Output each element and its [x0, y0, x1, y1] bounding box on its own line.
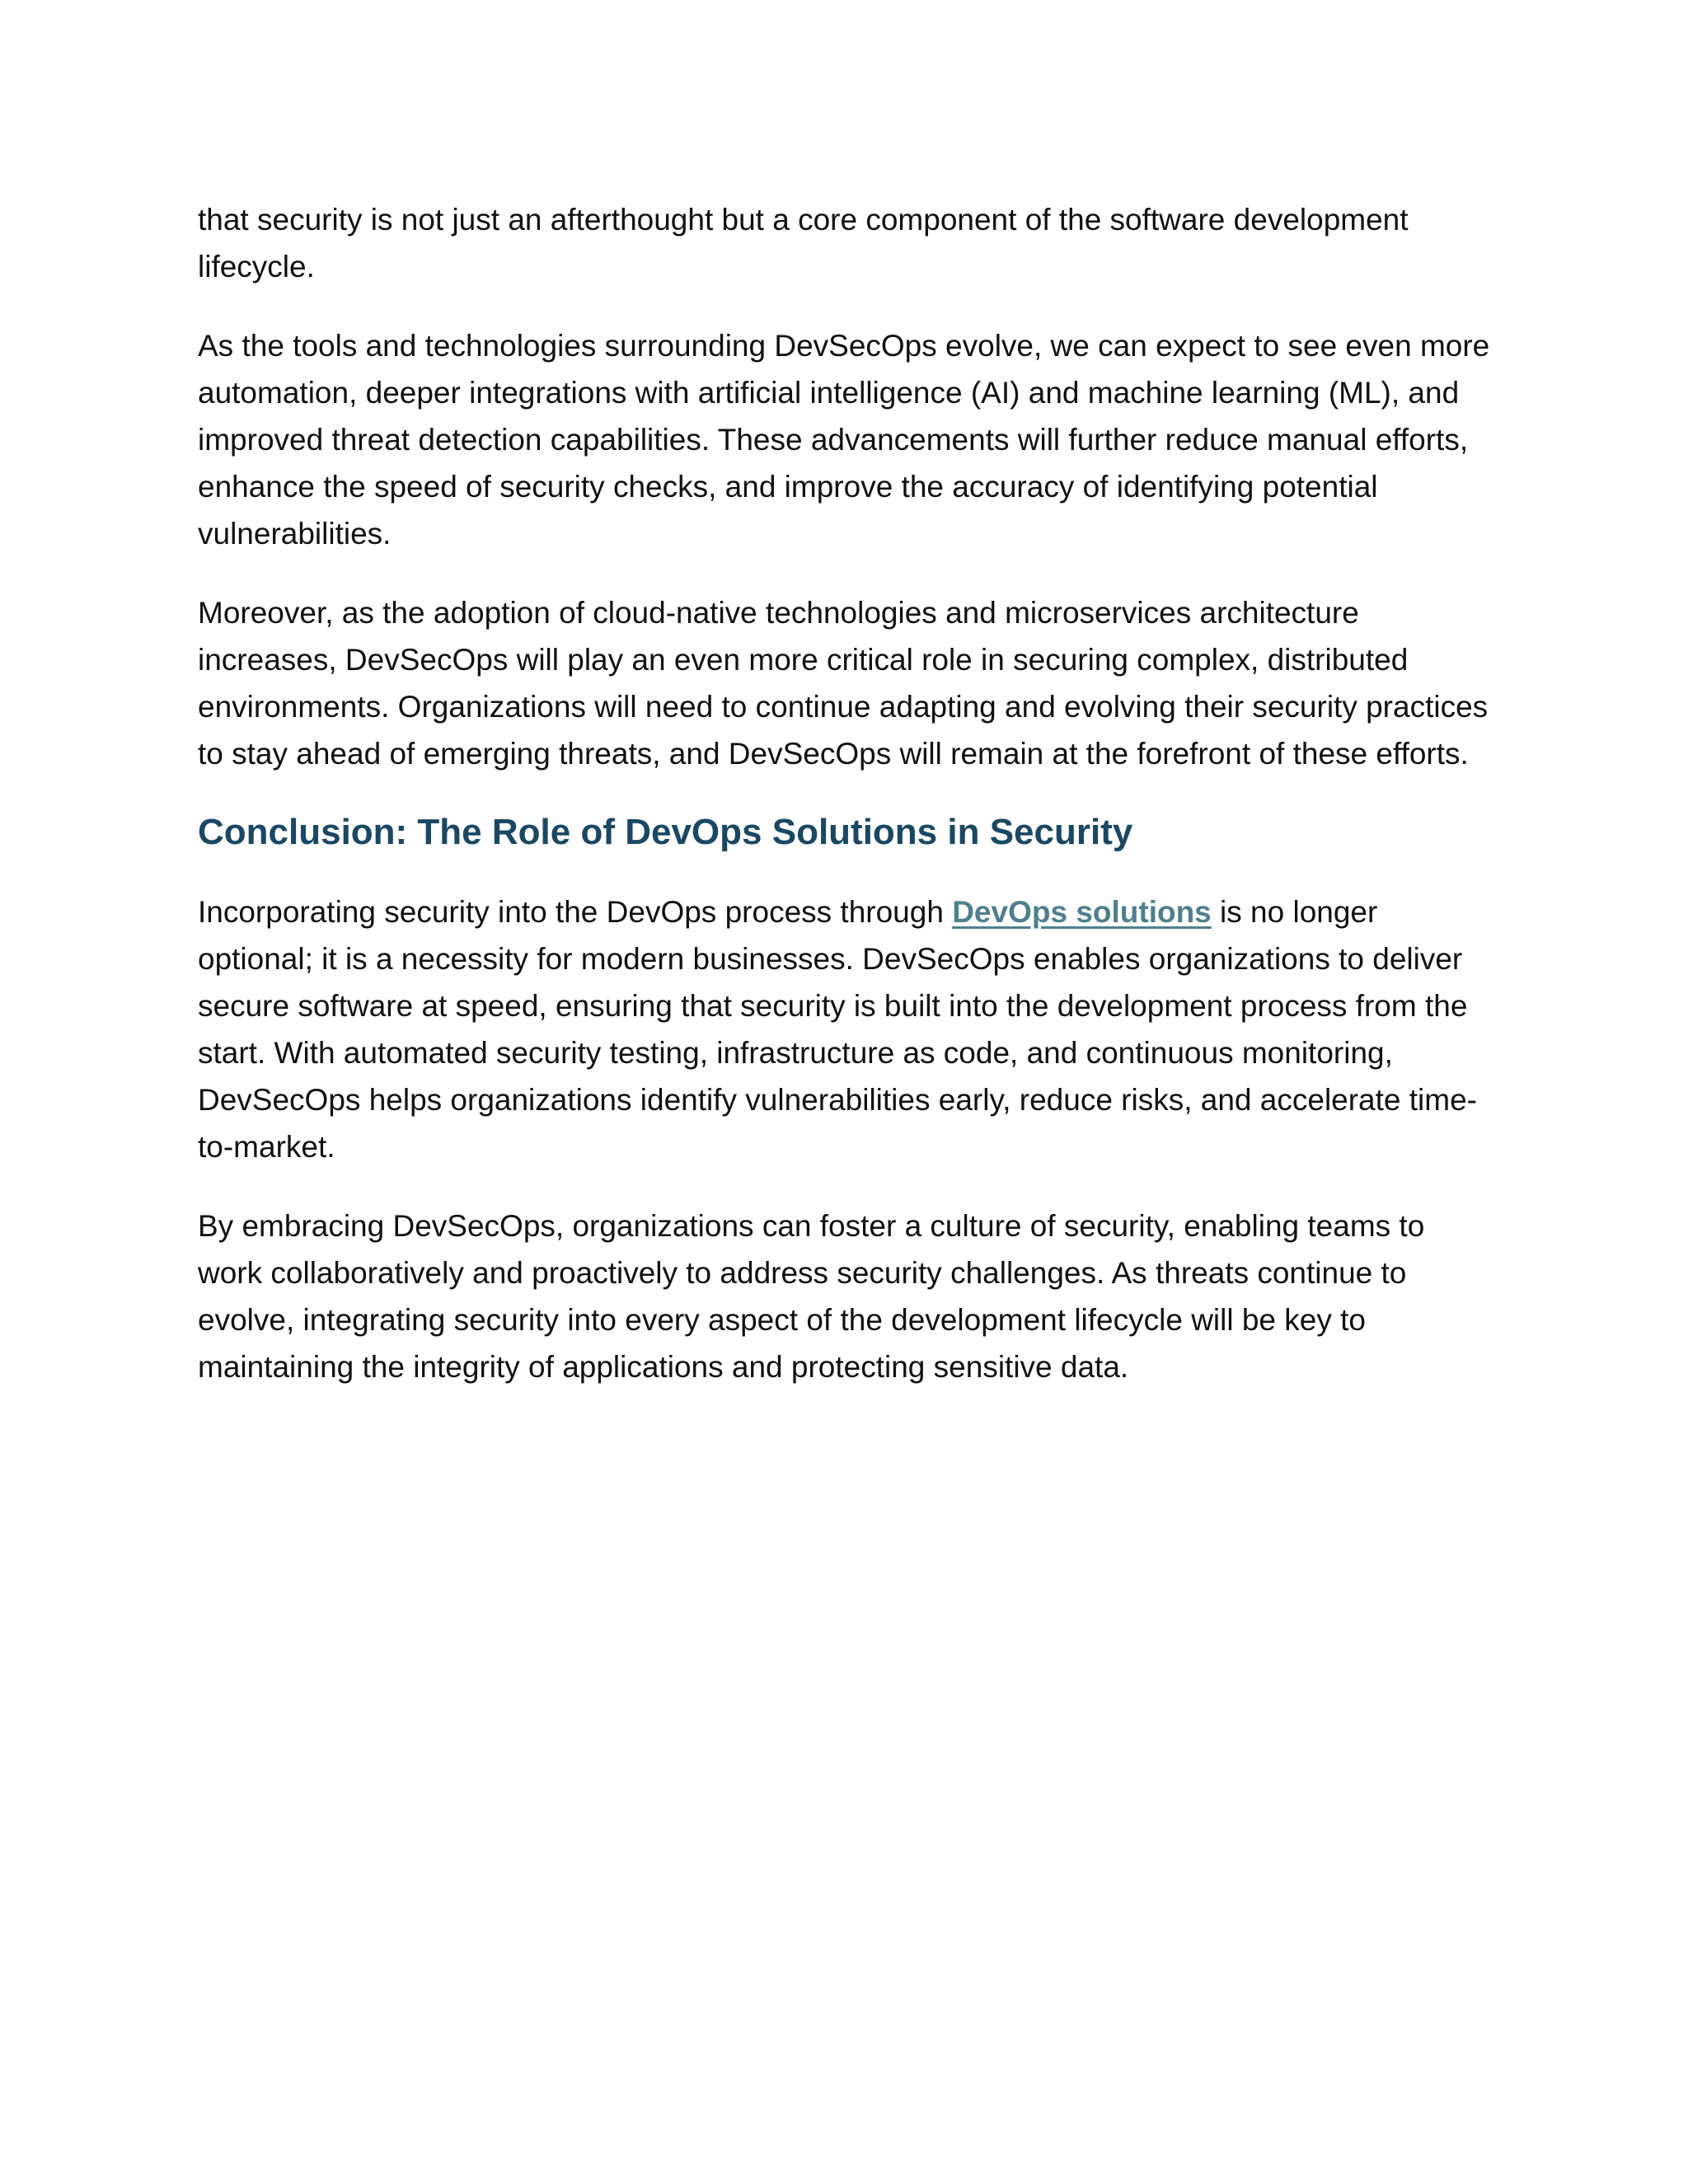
devops-solutions-link[interactable]: DevOps solutions — [952, 895, 1212, 929]
paragraph-cloud-native: Moreover, as the adoption of cloud-native technologies and microservices architecture increases, DevSecOps will play an even more critical role in securing complex, distributed environments. Organizations will need to continue adapting and evolving their security practices to stay ahead of emerging threats, and DevSecOps will remain at the forefront of these efforts. — [198, 596, 1489, 771]
paragraph-text-after-link: is no longer optional; it is a necessity for modern businesses. DevSecOps enables organizations to deliver secure software at speed, ensuring that security is built into the development process from the start. With automated security testing, infrastructure as code, and continuous monitoring, DevSecOps helps organizations identify vulnerabilities early, reduce risks, and accelerate time-to-market. — [198, 895, 1477, 1164]
paragraph-embracing-devsecops: By embracing DevSecOps, organizations can foster a culture of security, enabling teams to work collaboratively and proactively to address security challenges. As threats continue to evolve, integrating security into every aspect of the development lifecycle will be key to maintaining the integrity of applications and protecting sensitive data. — [198, 1209, 1425, 1384]
conclusion-heading: Conclusion: The Role of DevOps Solutions in Security — [198, 812, 1133, 852]
paragraph-lifecycle: that security is not just an afterthought but a core component of the software development lifecycle. — [198, 203, 1409, 284]
paragraph-tools-evolve: As the tools and technologies surrounding DevSecOps evolve, we can expect to see even more automation, deeper integrations with artificial intelligence (AI) and machine learning (ML), and improved threat detection capabilities. These advancements will further reduce manual efforts, enhance the speed of security checks, and improve the accuracy of identifying potential vulnerabilities. — [198, 329, 1490, 551]
document-body — [198, 196, 1490, 1422]
paragraph-text-before-link: Incorporating security into the DevOps process through — [198, 895, 953, 929]
paragraph-incorporating-security — [198, 888, 1490, 1170]
